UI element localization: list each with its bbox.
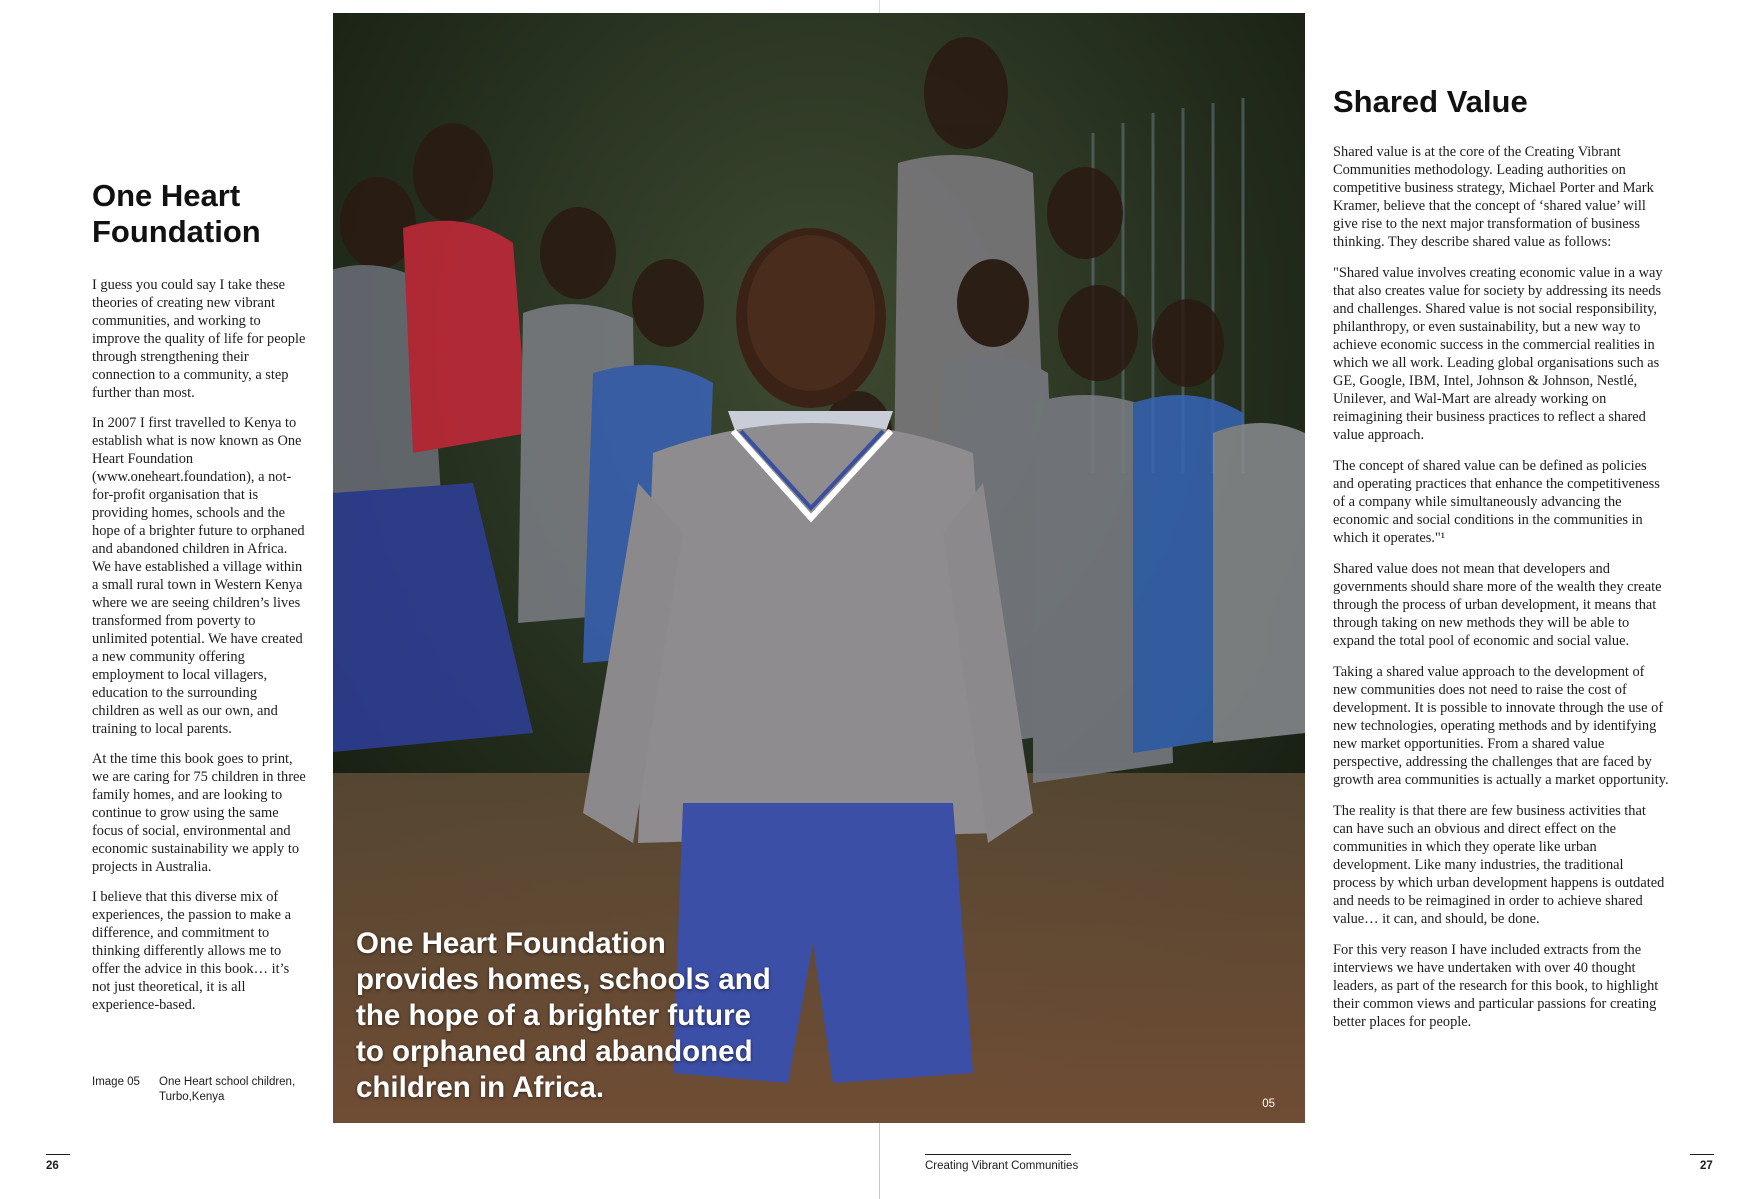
running-head: Creating Vibrant Communities [925, 1160, 1079, 1172]
right-paragraph-5: Taking a shared value approach to the development of new communities does not need to raise the cost of development. It is possible to innovate through the use of new technologies, operating methods and by identifying new market opportunities. From a shared value perspective, addressing the challenges that are faced by growth area communities is actually a market opportunity. [1333, 664, 1669, 788]
overlay-line-2: provides homes, schools and [356, 963, 771, 996]
right-paragraph-6: The reality is that there are few business activities that can have such an obvious and direct effect on the communities in which they operate like urban development. Like many industries, the traditional process by which urban development happens is outdated and needs to be reimagined in order to achieve shared value… it can, and should, be done. [1333, 803, 1665, 927]
left-text-column [92, 178, 307, 1026]
caption-line-2: Turbo,Kenya [159, 1091, 225, 1103]
footer-rule-left [46, 1154, 70, 1155]
caption-line-1: One Heart school children, [159, 1076, 296, 1088]
image-caption [92, 1075, 317, 1105]
overlay-line-5: children in Africa. [356, 1071, 605, 1104]
overlay-line-3: the hope of a brighter future [356, 999, 751, 1032]
page-number-left: 26 [46, 1160, 59, 1172]
right-paragraph-1: Shared value is at the core of the Creating Vibrant Communities methodology. Leading authorities on competitive business strategy, Michael Porter and Mark Kramer, believe that the concept of ‘shared value’ will give rise to the next major transformation of business thinking. They describe shared value as follows: [1333, 144, 1654, 250]
overlay-line-4: to orphaned and abandoned [356, 1035, 753, 1068]
caption-label: Image 05 [92, 1076, 140, 1088]
title-line-1: One Heart [92, 178, 241, 213]
footer-rule-right [1690, 1154, 1714, 1155]
left-paragraph-4: I believe that this diverse mix of experiences, the passion to make a difference, and commitment to thinking differently allows me to offer the advice in this book… it’s not just theoretical, it is all experience-based. [92, 889, 291, 1013]
footer-rule-center [925, 1154, 1071, 1155]
page-number-right: 27 [1700, 1160, 1713, 1172]
photo-number: 05 [1262, 1098, 1275, 1110]
left-paragraph-1: I guess you could say I take these theories of creating new vibrant communities, and working to improve the quality of life for people through strengthening their connection to a community, a step further than most. [92, 277, 306, 401]
photo-overlay-quote [356, 926, 876, 1106]
section-title-one-heart [92, 178, 307, 250]
right-paragraph-2: "Shared value involves creating economic value in a way that also creates value for society by addressing its needs and challenges. Shared value is not social responsibility, philanthropy, or even sustainability, but a new way to achieve economic success in the commercial realities in which we all work. Leading global organisations such as GE, Google, IBM, Intel, Johnson & Johnson, Nestlé, Unilever, and Wal-Mart are already working on reimagining their business practices to reflect a shared value approach. [1333, 265, 1663, 443]
left-paragraph-2: In 2007 I first travelled to Kenya to establish what is now known as One Heart Foundation (www.oneheart.foundation), a not-for-profit organisation that is providing homes, schools and the hope of a brighter future to orphaned and abandoned children in Africa. We have established a village within a small rural town in Western Kenya where we are seeing children’s lives transformed from poverty to unlimited potential. We have created a new community offering employment to local villagers, education to the surrounding children as well as our own, and training to local parents. [92, 415, 305, 737]
children-photo [333, 13, 1305, 1123]
title-line-2: Foundation [92, 214, 261, 249]
right-paragraph-3: The concept of shared value can be defined as policies and operating practices that enhance the competitiveness of a company while simultaneously advancing the economic and social conditions in the communities in which it operates."¹ [1333, 458, 1660, 546]
section-title-shared-value: Shared Value [1333, 84, 1528, 119]
overlay-line-1: One Heart Foundation [356, 927, 666, 960]
right-paragraph-4: Shared value does not mean that developers and governments should share more of the wealth they create through the process of urban development, it means that through taking on new methods they will be able to expand the total pool of economic and social value. [1333, 561, 1662, 649]
left-paragraph-3: At the time this book goes to print, we are caring for 75 children in three family homes, and are looking to continue to grow using the same focus of social, environmental and economic sustainability we apply to projects in Australia. [92, 751, 306, 875]
right-text-column [1333, 84, 1669, 1044]
right-paragraph-7: For this very reason I have included extracts from the interviews we have undertaken with over 40 thought leaders, as part of the research for this book, to highlight their common views and particular passions for creating better places for people. [1333, 942, 1659, 1030]
